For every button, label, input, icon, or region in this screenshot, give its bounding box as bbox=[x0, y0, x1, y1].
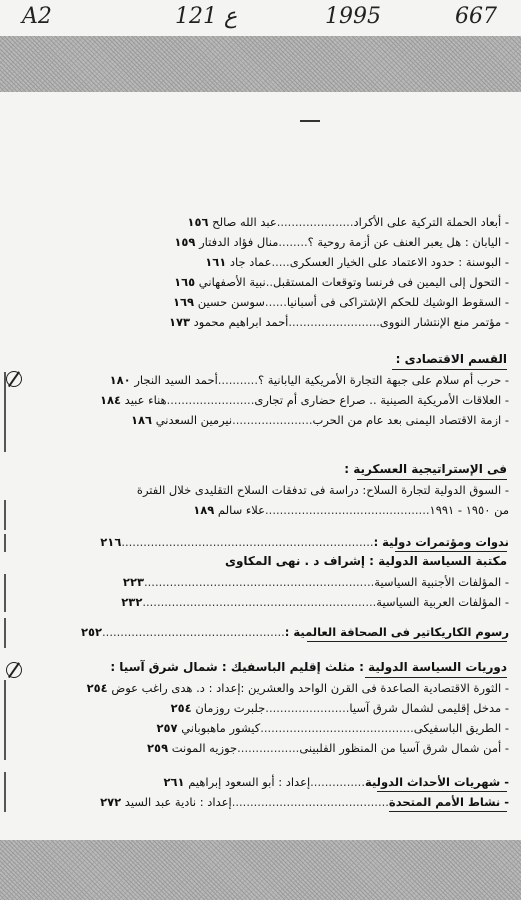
handwritten-year: 1995 bbox=[325, 4, 381, 29]
toc-entry: - شهريات الأحداث الدولية...............إعداد : أبو السعود إبراهيم ٢٦١ bbox=[163, 775, 509, 789]
toc-entry-line2: من ١٩٥٠ - ١٩٩١.............................................علاء سالم ١٨٩ bbox=[193, 503, 509, 517]
toc-entry: رسوم الكاريكاتير فى الصحافة العالمية :..................................................٢٥٢ bbox=[80, 625, 509, 639]
toc-entry: - مدخل إقليمى لشمال شرق آسيا.......................جلبرت روزمان ٢٥٤ bbox=[170, 701, 509, 715]
heading-underline bbox=[389, 811, 507, 812]
toc-entry: ندوات ومؤتمرات دولية :.....................................................................٢١٦ bbox=[100, 535, 509, 549]
heading-underline bbox=[377, 791, 507, 792]
toc-entry: - نشاط الأمم المتحدة...........................................إعداد : نادية عبد السيد ٢٧٢ bbox=[100, 795, 509, 809]
margin-bar bbox=[4, 534, 6, 552]
section-heading-strategic: فى الإستراتيجية العسكرية : bbox=[344, 462, 507, 476]
dash-mark bbox=[300, 120, 320, 122]
toc-entry: - المؤلفات العربية السياسية................................................................٢٣٢ bbox=[121, 595, 509, 609]
section-heading-economic: القسم الاقتصادى : bbox=[395, 352, 507, 366]
heading-underline bbox=[395, 551, 507, 552]
toc-entry: - أمن شمال شرق آسيا من المنظور الفلبينى.................جوزيه المونت ٢٥٩ bbox=[147, 741, 509, 755]
toc-entry: - أبعاد الحملة التركية على الأكراد.....................عبد الله صالح ١٥٦ bbox=[187, 215, 509, 229]
margin-bar bbox=[4, 618, 6, 648]
toc-entry: - الطريق الباسفيكى..........................................كيشور ماهبوباني ٢٥٧ bbox=[156, 721, 509, 735]
top-shaded-band bbox=[0, 36, 521, 92]
handwritten-issue: 121 ع bbox=[175, 4, 238, 29]
heading-underline bbox=[357, 479, 507, 480]
heading-underline bbox=[392, 369, 507, 370]
margin-bar bbox=[4, 680, 6, 760]
heading-underline bbox=[365, 677, 507, 678]
toc-entry: - السقوط الوشيك للحكم الإشتراكى فى أسبانيا......سوسن حسين ١٦٩ bbox=[172, 295, 509, 309]
toc-entry: - البوسنة : حدود الاعتماد على الخيار العسكرى.....عماد جاد ١٦١ bbox=[205, 255, 509, 269]
section-heading-library: مكتبة السياسة الدولية : إشراف د . نهى المكاوى bbox=[224, 554, 507, 568]
bottom-shaded-band bbox=[0, 840, 521, 900]
margin-bar bbox=[4, 372, 6, 452]
handwritten-check-mark bbox=[6, 662, 22, 678]
toc-entry: - مؤتمر منع الإنتشار النووى.........................أحمد ابراهيم محمود ١٧٣ bbox=[168, 315, 509, 329]
heading-underline bbox=[307, 641, 507, 642]
margin-bar bbox=[4, 574, 6, 612]
toc-entry: - ازمة الاقتصاد اليمنى بعد عام من الحرب......................نيرمين السعدني ١٨٦ bbox=[130, 413, 509, 427]
toc-entry: - المؤلفات الأجنبية السياسية...............................................................٢٢٣ bbox=[122, 575, 509, 589]
toc-entry: - التحول إلى اليمين فى فرنسا وتوقعات المستقبل..نبية الأصفهاني ١٦٥ bbox=[174, 275, 509, 289]
margin-bar bbox=[4, 772, 6, 812]
toc-entry: - اليابان : هل يعبر العنف عن أزمة روحية ؟........منال فؤاد الدفتار ١٥٩ bbox=[174, 235, 509, 249]
handwritten-code: A2 bbox=[22, 4, 52, 29]
margin-bar bbox=[4, 500, 6, 530]
toc-entry: - الثورة الاقتصادية الصاعدة فى القرن الواحد والعشرين :إعداد : د. هدى راغب عوض ٢٥٤ bbox=[86, 681, 509, 695]
toc-entry-line1: - السوق الدولية لتجارة السلاح: دراسة فى تدفقات السلاح التقليدى خلال الفترة bbox=[136, 483, 509, 497]
toc-entry: - حرب أم سلام على جبهة التجارة الأمريكية اليابانية ؟...........أحمد السيد النجار ١٨٠ bbox=[109, 373, 509, 387]
section-heading-periodicals: دوريات السياسة الدولية : مثلث إقليم الباسفيك : شمال شرق آسيا : bbox=[110, 660, 507, 674]
handwritten-page: 667 bbox=[455, 4, 497, 29]
toc-entry: - العلاقات الأمريكية الصينية .. صراع حضارى أم تجارى........................هناء عبيد ١٨٤ bbox=[99, 393, 509, 407]
